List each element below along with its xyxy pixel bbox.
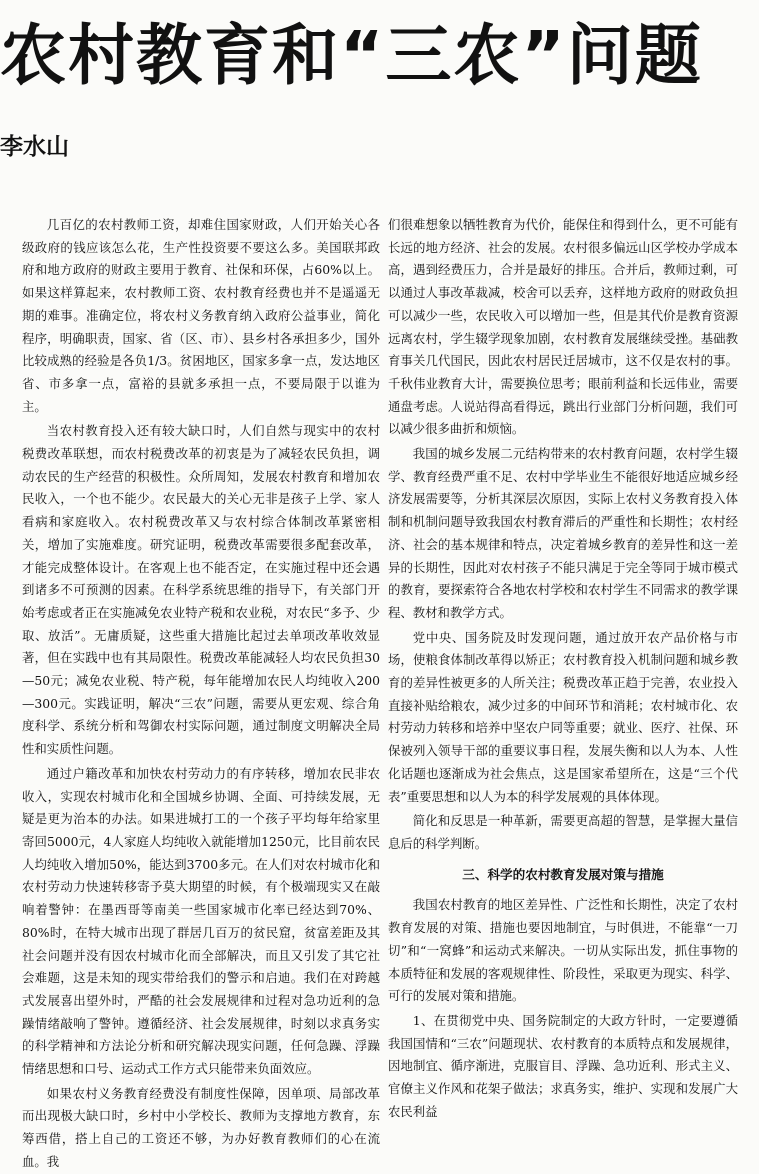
paragraph: 我国的城乡发展二元结构带来的农村教育问题，农村学生辍学、教育经费严重不足、农村中学毕业生不能很好地适应城乡经济发展需要等，分析其深层次原因，实际上农村义务教育投入体制和机制问题导致我国农村教育滞后的严重性和长期性；农村经济、社会的基本规律和特点，决定着城乡教育的差异性和这一差异的长期性，因此对农村孩子不能只满足于完全等同于城市模式的教育，要探索符合各地农村学校和农村学生不同需求的教学课程、教材和教学方式。 bbox=[388, 446, 738, 620]
paragraph: 如果农村义务教育经费没有制度性保障，因单项、局部改革而出现极大缺口时，乡村中小学校长、教师为支撑地方教育，东筹西借，搭上自己的工资还不够，为办好教育教师们的心在流血。我 bbox=[22, 1085, 380, 1169]
section-heading: 三、科学的农村教育发展对策与措施 bbox=[462, 866, 664, 882]
paragraph: 1、在贯彻党中央、国务院制定的大政方针时，一定要遵循我国国情和“三农”问题现状、农村教育的本质特点和发展规律，因地制宜、循序渐进，克服盲目、浮躁、急功近利、形式主义、官僚主义作风和花架子做法；求真务实，维护、实现和发展广大农民利益 bbox=[388, 1012, 738, 1119]
paragraph: 几百亿的农村教师工资，却难住国家财政，人们开始关心各级政府的钱应该怎么花，生产性投资要不要这么多。美国联邦政府和地方政府的财政主要用于教育、社保和环保，占60%以上。如果这样算起来，农村教师工资、农村教育经费也并不是遥遥无期的难事。准确定位，将农村义务教育纳入政府公益事业，简化程序，明确职责，国家、省（区、市）、县乡村各承担多少，国外比较成熟的经验是各负1/3。贫困地区，国家多拿一点，发达地区省、市多拿一点，富裕的县就多承担一点，不要局限于以谁为主。 bbox=[22, 217, 380, 414]
paragraph: 我国农村教育的地区差异性、广泛性和长期性，决定了农村教育发展的对策、措施也要因地制宜，与时俱进，不能靠“一刀切”和“一窝蜂”和运动式来解决。一切从实际出发，抓住事物的本质特征和发展的客观规律性、阶段性，采取更为现实、科学、可行的发展对策和措施。 bbox=[388, 897, 738, 1004]
paragraph: 简化和反思是一种革新，需要更高超的智慧，是掌握大量信息后的科学判断。 bbox=[388, 813, 738, 851]
paragraph: 党中央、国务院及时发现问题，通过放开农产品价格与市场，使粮食体制改革得以矫正；农村教育投入机制问题和城乡教育的差异性被更多的人所关注；税费改革正趋于完善，农业投入直接补贴给粮农，减少过多的中间环节和消耗；农村城市化、农村劳动力转移和培养中坚农户同等重要；就业、医疗、社保、环保被列入领导干部的重要议事日程，发展失衡和以人为本、人性化话题也逐渐成为社会焦点，这是国家希望所在，这是“三个代表”重要思想和以人为本的科学发展观的具体体现。 bbox=[388, 629, 738, 804]
right-column bbox=[388, 214, 738, 1119]
author-name: 李水山 bbox=[0, 134, 69, 160]
paragraph: 当农村教育投入还有较大缺口时，人们自然与现实中的农村税费改革联想，而农村税费改革的初衷是为了减轻农民负担，调动农民的生产经营的积极性。众所周知，发展农村教育和增加农民收入，一个也不能少。农民最大的关心无非是孩子上学、家人看病和家庭收入。农村税费改革又与农村综合体制改革紧密相关，增加了实施难度。研究证明，税费改革需要很多配套改革，才能完成整体设计。在客观上也不能否定，在实施过程中还会遇到诸多不可预测的因素。在科学系统思维的指导下，有关部门开始考虑或者正在实施减免农业特产税和农业税，对农民“多予、少取、放活”。无庸质疑，这些重大措施比起过去单项改革收效显著，但在实践中也有其局限性。税费改革能减轻人均农民负担30—50元；减免农业税、特产税，每年能增加农民人均纯收入200—300元。实践证明，解决“三农”问题，需要从更宏观、综合角度科学、系统分析和驾御农村实际问题，通过制度文明解决全局性和实质性问题。 bbox=[22, 423, 380, 757]
article-title: 农村教育和“三农”问题 bbox=[0, 17, 703, 94]
paragraph: 们很难想象以牺牲教育为代价，能保住和得到什么，更不可能有长远的地方经济、社会的发展。农村很多偏远山区学校办学成本高，遇到经费压力，合并是最好的排压。合并后，教师过剩，可以通过人事改革裁减，校舍可以丢弃，这样地方政府的财政负担可以减少一些，农民收入可以增加一些，但是其代价是教育资源远离农村，学生辍学现象加剧，农村教育发展继续受挫。基础教育事关几代国民，因此农村居民迁居城市，这不仅是农村的事。千秋伟业教育大计，需要换位思考；眼前利益和长远伟业，需要通盘考虑。人说站得高看得远，跳出行业部门分析问题，我们可以减少很多曲折和烦恼。 bbox=[388, 217, 738, 437]
left-column bbox=[22, 214, 380, 1169]
paragraph: 通过户籍改革和加快农村劳动力的有序转移，增加农民非农收入，实现农村城市化和全国城乡协调、全面、可持续发展，无疑是更为治本的办法。如果进城打工的一个孩子平均每年给家里寄回5000元，4人家庭人均纯收入就能增加1250元，比目前农民人均纯收入增加50%，能达到3700多元。在人们对农村城市化和农村劳动力快速转移寄予莫大期望的时候，有个极端现实又在敲响着警钟：在墨西哥等南美一些国家城市化率已经达到70%、80%时，在特大城市出现了群居几百万的贫民窟，贫富差距及其社会问题并没有因农村城市化而全部解决，而且又引发了其它社会难题，这是未知的现实带给我们的警示和启迪。我们在对跨越式发展喜出望外时，严酷的社会发展规律和过程对急功近利的急躁情绪敲响了警钟。遵循经济、社会发展规律，时刻以求真务实的科学精神和方法论分析和研究解决现实问题，任何急躁、浮躁情绪思想和口号、运动式工作方式只能带来负面效应。 bbox=[22, 765, 380, 1077]
